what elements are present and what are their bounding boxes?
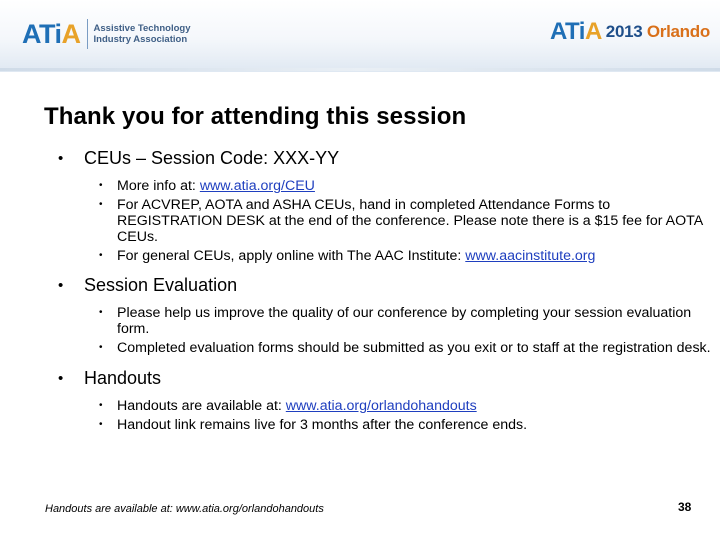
handouts-link[interactable]: www.atia.org/orlandohandouts: [285, 398, 477, 414]
section-ceus: [58, 148, 708, 264]
list-item: • Handout link remains live for 3 months after the conference ends.: [99, 417, 528, 433]
bullet-icon: •: [99, 250, 103, 261]
bullet-icon: •: [99, 419, 103, 430]
bullet-icon: •: [99, 342, 103, 353]
bullet-content: [58, 148, 711, 436]
bullet-icon: •: [99, 307, 103, 318]
event-label: 2013 Orlando: [605, 22, 710, 41]
atia-2013-orlando-logo: [550, 17, 710, 47]
section-evaluation: [58, 275, 711, 356]
list-item: • Completed evaluation forms should be submitted as you exit or to staff at the registration desk.: [99, 340, 711, 356]
atia-event-wordmark: ATiA: [550, 18, 602, 45]
bullet-icon: •: [58, 277, 64, 294]
bullet-icon: •: [99, 180, 103, 191]
ceu-link[interactable]: www.atia.org/CEU: [199, 178, 315, 194]
section-heading: • Handouts: [58, 368, 162, 388]
logo-divider: [87, 19, 88, 49]
list-item: • More info at: www.atia.org/CEU: [99, 178, 315, 194]
atia-logo-wordmark: ATiA: [22, 18, 81, 49]
slide-title: Thank you for attending this session: [44, 103, 467, 130]
bullet-icon: •: [58, 150, 64, 167]
footer-note: Handouts are available at: www.atia.org/orlandohandouts: [45, 503, 324, 515]
page-number: 38: [678, 500, 692, 514]
atia-logo: [22, 16, 190, 52]
list-item: • For ACVREP, AOTA and ASHA CEUs, hand in completed Attendance Forms to REGISTRATION DESK at the end of the conference. Please note there is a $15 fee for AOTA CEUs.: [99, 197, 703, 245]
section-handouts: [58, 368, 708, 433]
bullet-icon: •: [58, 370, 64, 387]
bullet-icon: •: [99, 199, 103, 210]
atia-logo-tagline: Assistive Technology Industry Association: [93, 23, 191, 45]
list-item: • Handouts are available at: www.atia.org/orlandohandouts: [99, 398, 477, 414]
aac-institute-link[interactable]: www.aacinstitute.org: [465, 248, 596, 264]
section-heading: • CEUs – Session Code: XXX-YY: [58, 148, 340, 168]
bullet-icon: •: [99, 400, 103, 411]
list-item: • For general CEUs, apply online with The AAC Institute: www.aacinstitute.org: [99, 248, 596, 264]
list-item: • Please help us improve the quality of our conference by completing your session evaluation form.: [99, 305, 692, 337]
header-divider: [0, 68, 720, 71]
section-heading: • Session Evaluation: [58, 275, 238, 295]
